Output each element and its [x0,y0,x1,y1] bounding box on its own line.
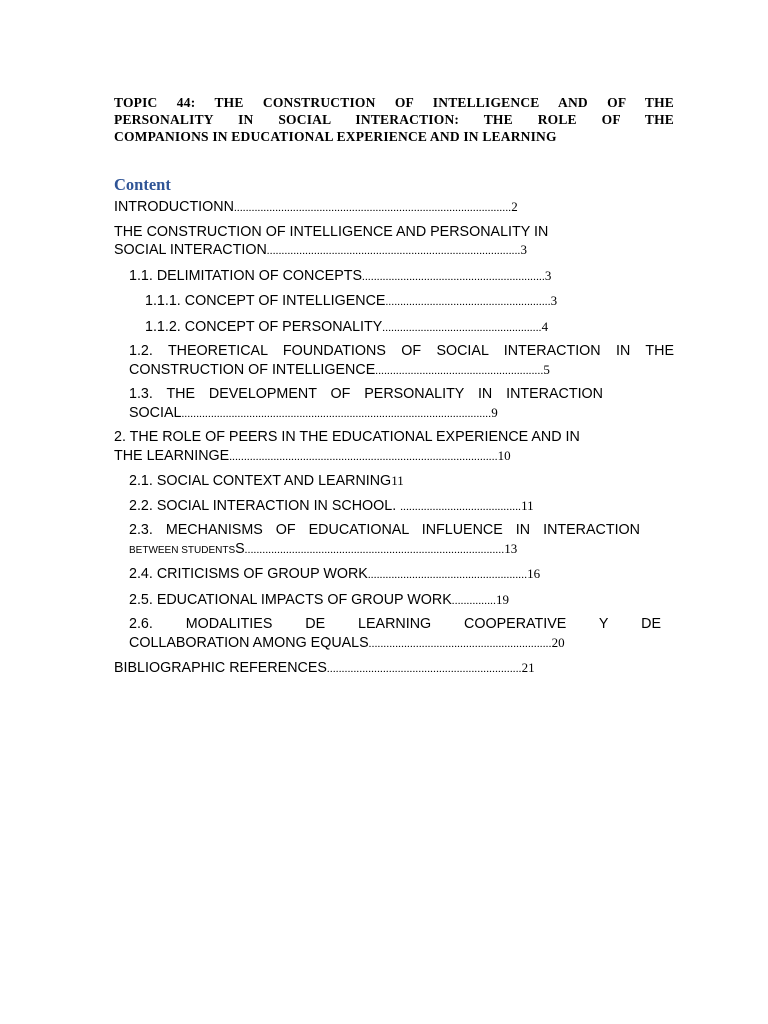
toc-entry-text: 2.2. SOCIAL INTERACTION IN SCHOOL. [129,497,397,514]
toc-page-number: 16 [527,566,541,581]
toc-entry-concept-personality[interactable] [145,318,674,338]
toc-entry-bibliographic-references[interactable] [114,659,674,679]
toc-entry-mechanisms[interactable] [129,522,640,559]
toc-entry-text-line1: THE CONSTRUCTION OF INTELLIGENCE AND PERSONALITY IN [114,223,549,240]
toc-entry-text: 1.1.1. CONCEPT OF INTELLIGENCE [145,293,386,309]
toc-entry-text: BIBLIOGRAPHIC REFERENCES [114,660,327,676]
toc-entry-text-line1: 2. THE ROLE OF PEERS IN THE EDUCATIONAL EXPERIENCE AND IN [114,429,580,445]
toc-entry-criticisms[interactable] [129,565,674,585]
content-heading: Content [114,175,171,194]
document-page [114,94,674,679]
toc-entry-role-of-peers[interactable] [114,429,674,466]
toc-entry-text: 2.5. EDUCATIONAL IMPACTS OF GROUP WORK [129,591,452,608]
toc-entry-text-line2: SOCIAL [129,404,182,421]
toc-leader-dots: ........................................................ [385,296,551,308]
toc-leader-dots: ............... [451,594,497,607]
toc-entry-theoretical-foundations[interactable] [129,343,674,380]
toc-entry-text: 1.1.2. CONCEPT OF PERSONALITY [145,318,383,335]
toc-page-number: 10 [497,447,511,463]
toc-entry-construction[interactable] [114,224,674,261]
table-of-contents [114,198,674,679]
toc-entry-text-line2: SOCIAL INTERACTION [114,242,267,258]
toc-entry-text-line1: 2.3. MECHANISMS OF EDUCATIONAL INFLUENCE IN INTERACTION [129,522,640,538]
toc-leader-dots: .............................................................. [368,637,552,650]
toc-page-number: 3 [550,293,558,308]
toc-leader-dots: ......................................................................................................... [181,407,492,420]
toc-leader-dots: ........................................................................................... [229,450,498,463]
toc-page-number: 13 [504,540,518,556]
toc-leader-dots: .............................................................. [362,270,545,283]
toc-page-number: 11 [391,473,404,488]
toc-entry-text: INTRODUCTIONN [114,199,234,215]
toc-page-number: 20 [551,634,565,650]
toc-entry-delimitation[interactable] [129,267,674,287]
toc-entry-introduction[interactable] [114,198,674,218]
toc-entry-modalities[interactable] [129,616,661,653]
toc-page-number: 3 [544,267,552,283]
toc-entry-text-line1: 1.3. THE DEVELOPMENT OF PERSONALITY IN INTERACTION [129,386,603,402]
toc-leader-dots: ........................................................................................ [244,543,505,556]
toc-page-number: 9 [491,404,498,420]
toc-leader-dots: ...................................................................................... [266,245,521,257]
toc-entry-concept-intelligence[interactable] [145,292,674,312]
toc-entry-educational-impacts[interactable] [129,591,674,611]
toc-leader-dots: ...................................................... [367,569,528,581]
toc-entry-text-line2-rest: S [235,540,245,557]
toc-entry-text: 1.1. DELIMITATION OF CONCEPTS [129,267,363,284]
toc-entry-text-line1: 2.6. MODALITIES DE LEARNING COOPERATIVE Y DE [129,616,661,632]
toc-leader-dots: ......................................................... [375,364,544,377]
toc-entry-text-line2-small: BETWEEN STUDENTS [129,544,236,556]
toc-page-number: 21 [521,660,535,675]
toc-entry-text-line1: 1.2. THEORETICAL FOUNDATIONS OF SOCIAL INTERACTION IN THE [129,343,674,359]
toc-entry-text-line2: COLLABORATION AMONG EQUALS [129,634,369,651]
toc-page-number: 5 [543,361,550,377]
document-title [114,94,674,145]
title-line-1: TOPIC 44: THE CONSTRUCTION OF INTELLIGENCE AND OF THE [114,95,674,110]
title-line-3: COMPANIONS IN EDUCATIONAL EXPERIENCE AND IN LEARNING [114,129,557,144]
toc-entry-text-line2: CONSTRUCTION OF INTELLIGENCE [129,361,376,378]
toc-leader-dots: .................................................................. [326,663,522,675]
toc-entry-social-context[interactable] [129,472,674,491]
toc-page-number: 4 [541,318,549,334]
toc-page-number: 3 [520,242,527,257]
toc-leader-dots: ......................................... [400,500,522,513]
toc-entry-text: 2.4. CRITICISMS OF GROUP WORK [129,566,368,582]
toc-entry-text-line2: THE LEARNINGE [114,447,230,464]
toc-page-number: 19 [496,591,510,607]
toc-entry-development-personality[interactable] [129,386,603,423]
toc-entry-social-interaction-school[interactable] [129,497,674,517]
title-line-2: PERSONALITY IN SOCIAL INTERACTION: THE ROLE OF THE [114,112,674,127]
toc-leader-dots: .............................................................................................. [233,202,512,214]
toc-page-number: 11 [521,497,534,513]
toc-leader-dots: ...................................................... [382,321,542,334]
toc-page-number: 2 [511,199,518,214]
toc-entry-text: 2.1. SOCIAL CONTEXT AND LEARNING [129,473,392,489]
